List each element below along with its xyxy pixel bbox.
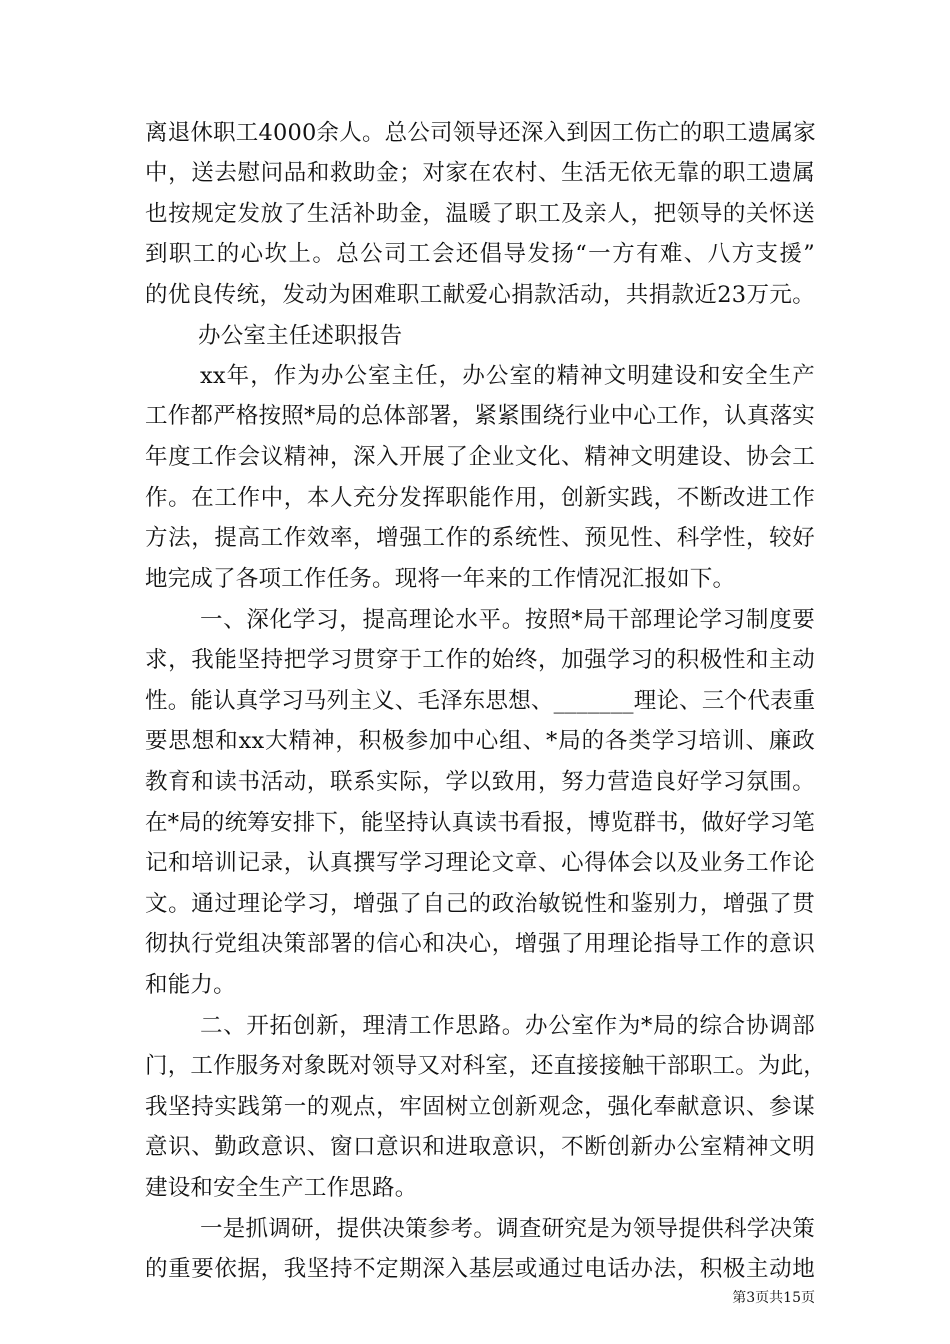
text-line: 建设和安全生产工作思路。 xyxy=(145,1175,418,1201)
text-line: 离退休职工4000余人。总公司领导还深入到因工伤亡的职工遗属家 xyxy=(145,120,816,146)
text-line: 也按规定发放了生活补助金，温暖了职工及亲人，把领导的关怀送 xyxy=(145,201,815,227)
text-line: 二、开拓创新，理清工作思路。办公室作为*局的综合协调部 xyxy=(200,1013,815,1039)
text-line: 一是抓调研，提供决策参考。调查研究是为领导提供科学决策 xyxy=(200,1216,815,1242)
text-line: 要思想和xx大精神，积极参加中心组、*局的各类学习培训、廉政 xyxy=(145,728,815,754)
text-line: xx年，作为办公室主任，办公室的精神文明建设和安全生产 xyxy=(200,363,815,389)
text-line: 一、深化学习，提高理论水平。按照*局干部理论学习制度要 xyxy=(200,607,815,633)
text-line: 年度工作会议精神，深入开展了企业文化、精神文明建设、协会工 xyxy=(145,444,815,470)
text-line: 在*局的统筹安排下，能坚持认真读书看报，博览群书，做好学习笔 xyxy=(145,810,815,836)
text-line: 作。在工作中，本人充分发挥职能作用，创新实践，不断改进工作 xyxy=(145,485,815,511)
text-line: 记和培训记录，认真撰写学习理论文章、心得体会以及业务工作论 xyxy=(145,850,815,876)
text-line: 地完成了各项工作任务。现将一年来的工作情况汇报如下。 xyxy=(145,566,736,592)
text-line: 意识、勤政意识、窗口意识和进取意识，不断创新办公室精神文明 xyxy=(145,1134,815,1160)
text-line: 彻执行党组决策部署的信心和决心，增强了用理论指导工作的意识 xyxy=(145,931,815,957)
text-line: 的优良传统，发动为困难职工献爱心捐款活动，共捐款近23万元。 xyxy=(145,282,815,308)
text-line: 文。通过理论学习，增强了自己的政治敏锐性和鉴别力，增强了贯 xyxy=(145,891,815,917)
text-line: 和能力。 xyxy=(145,972,236,998)
page-number-footer: 第3页共15页 xyxy=(732,1290,815,1306)
text-line: 门，工作服务对象既对领导又对科室，还直接接触干部职工。为此， xyxy=(145,1053,827,1079)
section-title: 办公室主任述职报告 xyxy=(198,323,403,349)
text-line: 到职工的心坎上。总公司工会还倡导发扬“一方有难、八方支援” xyxy=(145,241,815,267)
text-line: 的重要依据，我坚持不定期深入基层或通过电话办法，积极主动地 xyxy=(145,1256,815,1282)
text-line: 中，送去慰问品和救助金；对家在农村、生活无依无靠的职工遗属 xyxy=(145,160,815,186)
text-line: 我坚持实践第一的观点，牢固树立创新观念，强化奉献意识、参谋 xyxy=(145,1094,815,1120)
text-line: 方法，提高工作效率，增强工作的系统性、预见性、科学性，较好 xyxy=(145,525,815,551)
text-line: 工作都严格按照*局的总体部署，紧紧围绕行业中心工作，认真落实 xyxy=(145,403,815,429)
text-line: 求，我能坚持把学习贯穿于工作的始终，加强学习的积极性和主动 xyxy=(145,647,815,673)
text-line: 性。能认真学习马列主义、毛泽东思想、_______理论、三个代表重 xyxy=(145,688,816,714)
text-line: 教育和读书活动，联系实际，学以致用，努力营造良好学习氛围。 xyxy=(145,769,815,795)
